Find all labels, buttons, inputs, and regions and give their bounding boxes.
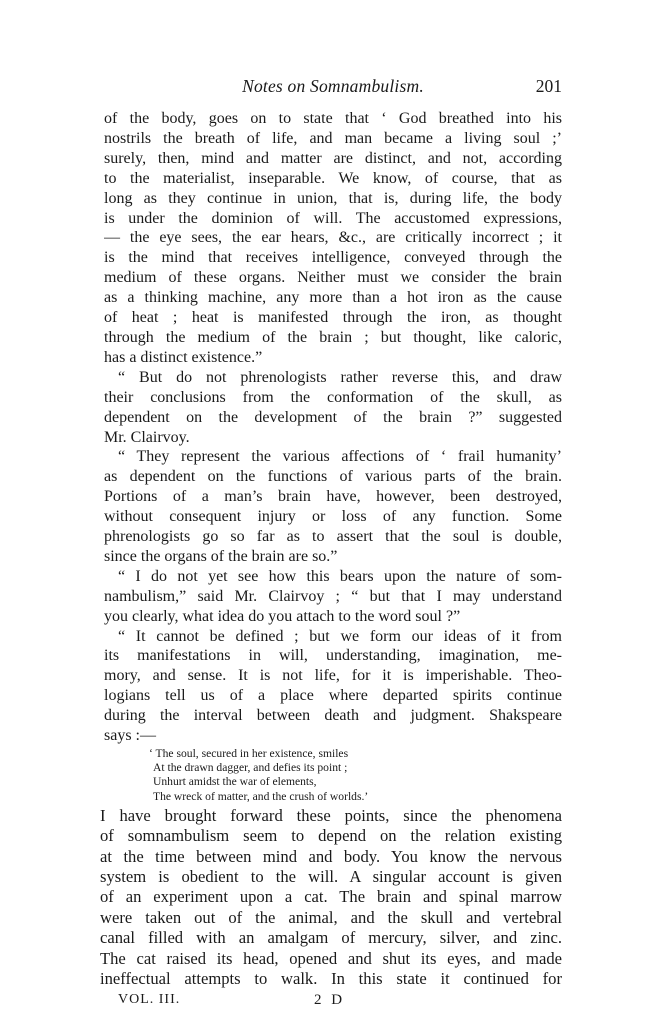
volume-label: VOL. III. — [118, 992, 181, 1008]
text-line: phrenologists go so far as to assert that the soul is double, — [104, 528, 562, 546]
text-line: at the time between mind and body. You know the nervous — [100, 846, 562, 866]
text-line: nostrils the breath of life, and man became a living soul ;’ — [104, 129, 562, 147]
text-line: “ I do not yet see how this bears upon the nature of som- — [118, 567, 562, 585]
text-line: ineffectual attempts to walk. In this state it continued for — [100, 969, 562, 989]
text-line: “ But do not phrenologists rather reverse this, and draw — [118, 368, 562, 386]
text-line: through the medium of the brain ; but thought, like caloric, — [104, 328, 562, 346]
paragraph-3 — [104, 447, 562, 566]
text-line: is the mind that receives intelligence, conveyed through the — [104, 249, 562, 267]
paragraph-2 — [104, 368, 562, 448]
text-line: of somnambulism seem to depend on the relation existing — [100, 826, 562, 846]
body-text — [100, 109, 562, 989]
page-number: 201 — [535, 76, 562, 96]
text-line: Portions of a man’s brain have, however, been destroyed, — [104, 488, 562, 506]
text-line: since the organs of the brain are so.” — [104, 547, 338, 565]
text-line: of heat ; heat is manifested through the iron, as thought — [104, 309, 562, 327]
text-line: system is obedient to the will. A singular account is given — [100, 867, 562, 887]
verse-quotation — [149, 747, 562, 804]
text-line: The cat raised its head, opened and shut its eyes, and made — [100, 948, 562, 968]
text-line: mory, and sense. It is not life, for it is imperishable. Theo- — [104, 667, 562, 685]
text-line: their conclusions from the conformation of the skull, as — [104, 388, 562, 406]
text-line: “ They represent the various affections of ‘ frail humanity’ — [118, 448, 562, 466]
text-line: has a distinct existence.” — [104, 348, 263, 366]
text-line: — the eye sees, the ear hears, &c., are critically incorrect ; it — [104, 229, 562, 247]
text-line: as a thinking machine, any more than a hot iron as the cause — [104, 289, 562, 307]
book-page — [100, 74, 562, 1010]
text-line: I have brought forward these points, since the phenomena — [100, 805, 562, 825]
text-line: canal filled with an amalgam of mercury, silver, and zinc. — [100, 928, 562, 948]
text-line: to the materialist, inseparable. We know, of course, that as — [104, 169, 562, 187]
text-line: says :— — [104, 727, 156, 745]
paragraph-6 — [100, 806, 562, 990]
text-line: long as they continue in union, that is, during life, the body — [104, 189, 562, 207]
verse-line: Unhurt amidst the war of elements, — [153, 775, 317, 789]
verse-line: ‘ The soul, secured in her existence, smiles — [149, 747, 349, 760]
text-line: is under the dominion of will. The accustomed expressions, — [104, 209, 562, 227]
text-line: Mr. Clairvoy. — [104, 428, 190, 446]
text-line: you clearly, what idea do you attach to the word soul ?” — [104, 607, 461, 625]
text-line: medium of these organs. Neither must we consider the brain — [104, 269, 562, 287]
signature-mark: 2 D — [314, 992, 346, 1009]
running-head — [104, 74, 562, 98]
text-line: “ It cannot be defined ; but we form our ideas of it from — [118, 627, 562, 645]
text-line: its manifestations in will, understanding, imagination, me- — [104, 647, 562, 665]
paragraph-1 — [104, 109, 562, 368]
text-line: were taken out of the animal, and the skull and vertebral — [100, 907, 562, 927]
page-footer — [104, 990, 562, 1010]
paragraph-5 — [104, 627, 562, 746]
verse-line: At the drawn dagger, and defies its point ; — [153, 761, 348, 775]
text-line: without consequent injury or loss of any function. Some — [104, 508, 562, 526]
text-line: of an experiment upon a cat. The brain and spinal marrow — [100, 887, 562, 907]
text-line: as dependent on the functions of various parts of the brain. — [104, 468, 562, 486]
text-line: dependent on the development of the brain ?” suggested — [104, 408, 562, 426]
text-line: during the interval between death and judgment. Shakspeare — [104, 707, 562, 725]
verse-line: The wreck of matter, and the crush of worlds.’ — [153, 789, 369, 803]
text-line: of the body, goes on to state that ‘ God breathed into his — [104, 110, 562, 127]
running-title: Notes on Somnambulism. — [242, 76, 424, 96]
text-line: logians tell us of a place where departed spirits continue — [104, 687, 562, 705]
text-line: surely, then, mind and matter are distinct, and not, according — [104, 149, 562, 167]
paragraph-4 — [104, 567, 562, 627]
text-line: nambulism,” said Mr. Clairvoy ; “ but that I may understand — [104, 587, 562, 605]
